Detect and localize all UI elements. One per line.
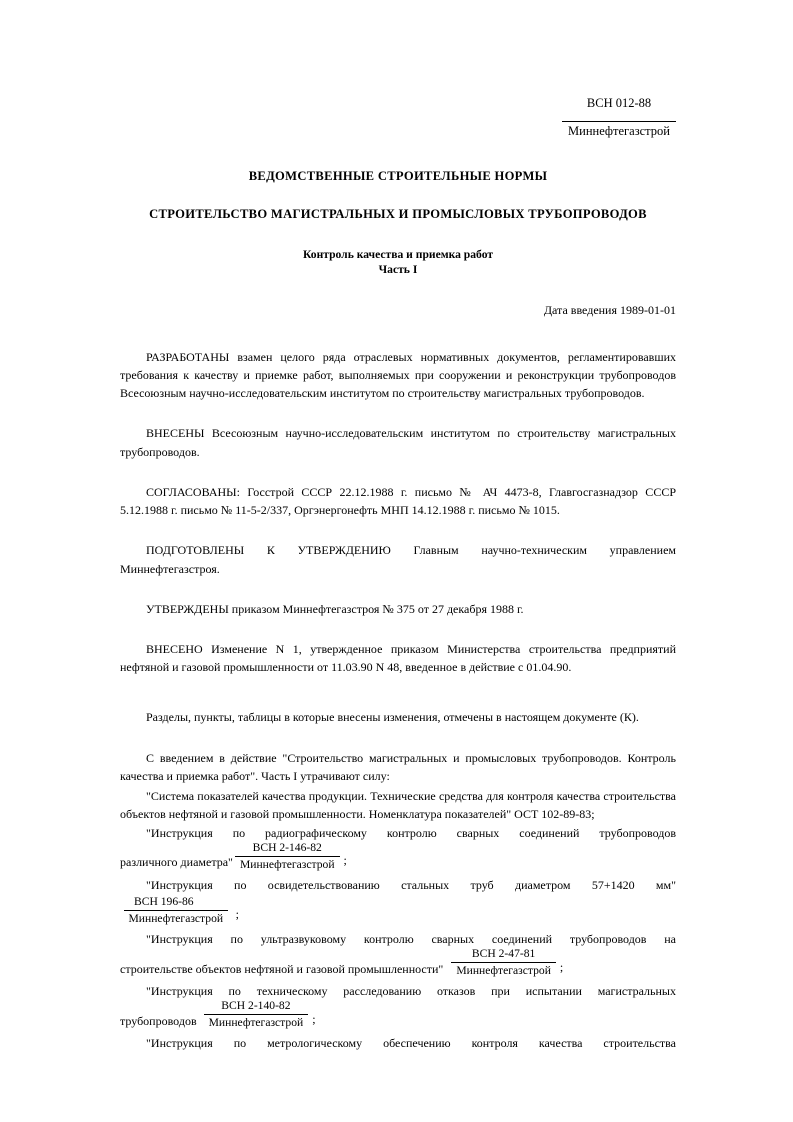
superseded-item-5-denominator: Миннефтегазстрой	[204, 1014, 309, 1030]
page-part-title-line2: Часть I	[378, 262, 418, 276]
superseded-item-4-fraction	[451, 947, 556, 978]
page-subtitle: СТРОИТЕЛЬСТВО МАГИСТРАЛЬНЫХ И ПРОМЫСЛОВЫХ ТРУБОПРОВОДОВ	[149, 206, 647, 221]
document-code-numerator: ВСН 012-88	[586, 96, 652, 110]
paragraph-vneseny: ВНЕСЕНЫ Всесоюзным научно-исследовательским институтом по строительству магистральных трубопроводов.	[120, 426, 676, 459]
paragraph-podgotovleny: ПОДГОТОВЛЕНЫ К УТВЕРЖДЕНИЮ Главным научно-техническим управлением Миннефтегазстроя.	[120, 543, 676, 576]
superseded-item-4-lead: "Инструкция по ультразвуковому контролю сварных соединений трубопроводов на	[146, 931, 676, 946]
superseded-item-5-lead: "Инструкция по техническому расследованию отказов при испытании магистральных	[146, 983, 676, 998]
superseded-item-3-denominator: Миннефтегазстрой	[124, 910, 229, 926]
superseded-item-6-lead: "Инструкция по метрологическому обеспечению контроля качества строительства	[146, 1035, 676, 1050]
superseded-item-4-tail: строительстве объектов нефтяной и газовой промышленности"	[120, 961, 444, 976]
superseded-item-3-semicolon: ;	[235, 907, 239, 922]
superseded-item-3	[120, 876, 676, 926]
superseded-item-2-denominator: Миннефтегазстрой	[235, 856, 340, 872]
superseded-item-3-lead: "Инструкция по освидетельствованию стальных труб диаметром 57+1420 мм"	[146, 877, 676, 892]
superseded-item-1: "Система показателей качества продукции. Технические средства для контроля качества строительства объектов нефтяной и газовой промышленности. Номенклатура показателей" ОСТ 102-89-83;	[120, 789, 676, 822]
page-part-title	[120, 247, 676, 277]
superseded-item-5	[120, 982, 676, 1030]
superseded-item-2-tail-row	[120, 841, 676, 872]
superseded-item-4-tail-row	[120, 947, 676, 978]
superseded-item-5-tail-row	[120, 999, 676, 1030]
superseded-item-2-fraction	[235, 841, 340, 872]
superseded-item-4	[120, 930, 676, 978]
page-title: ВЕДОМСТВЕННЫЕ СТРОИТЕЛЬНЫЕ НОРМЫ	[248, 168, 548, 183]
page-part-title-line1: Контроль качества и приемка работ	[302, 247, 494, 261]
superseded-item-5-numerator: ВСН 2-140-82	[221, 998, 291, 1012]
superseded-item-5-fraction	[204, 999, 309, 1030]
document-code-denominator: Миннефтегазстрой	[562, 121, 676, 139]
paragraph-utverzhdeny: УТВЕРЖДЕНЫ приказом Миннефтегазстроя № 375 от 27 декабря 1988 г.	[146, 601, 524, 616]
superseded-item-6	[120, 1034, 676, 1052]
title-block	[120, 169, 676, 277]
superseded-item-2-lead: "Инструкция по радиографическому контролю сварных соединений трубопроводов	[146, 825, 676, 840]
superseded-item-2-semicolon: ;	[343, 853, 347, 868]
document-content	[120, 0, 676, 1052]
superseded-item-5-semicolon: ;	[312, 1011, 316, 1026]
superseded-item-3-numerator: ВСН 196-86	[134, 894, 194, 908]
superseded-item-5-tail: трубопроводов	[120, 1013, 197, 1028]
paragraph-vneseno: ВНЕСЕНО Изменение N 1, утвержденное приказом Министерства строительства предприятий нефтяной и газовой промышленности от 11.03.90 N 48, введенное в действие с 01.04.90.	[120, 641, 676, 675]
paragraph-razdely: Разделы, пункты, таблицы в которые внесены изменения, отмечены в настоящем документе (К).	[146, 710, 639, 725]
superseded-item-2-tail: различного диаметра"	[120, 855, 233, 870]
document-code-header	[120, 96, 676, 139]
superseded-item-3-tail-row	[120, 895, 676, 926]
superseded-item-2	[120, 824, 676, 872]
superseded-item-4-semicolon: ;	[559, 959, 564, 974]
superseded-item-4-numerator: ВСН 2-47-81	[471, 946, 536, 960]
superseded-item-2-numerator: ВСН 2-146-82	[252, 840, 322, 854]
superseded-item-4-denominator: Миннефтегазстрой	[451, 962, 556, 978]
introduction-date: Дата введения 1989-01-01	[543, 302, 676, 317]
paragraph-razrabotany: РАЗРАБОТАНЫ взамен целого ряда отраслевых нормативных документов, регламентировавших требования к качеству и приемке работ, выполняемых при сооружении и реконструкции трубопроводов Всесоюзным научно-исследовательским институтом по строительству магистральных трубопроводов.	[120, 349, 676, 401]
paragraph-soglasovany: СОГЛАСОВАНЫ: Госстрой СССР 22.12.1988 г. письмо № АЧ 4473-8, Главгосгазнадзор СССР 5.12.1988 г. письмо № 11-5-2/337, Оргэнергонефть МНП 14.12.1988 г. письмо № 1015.	[120, 484, 676, 518]
document-code-fraction	[562, 96, 676, 139]
superseded-item-3-fraction	[120, 895, 232, 926]
paragraph-s-vvedeniem: С введением в действие "Строительство магистральных и промысловых трубопроводов. Контроль качества и приемка работ". Часть I утрачивают силу:	[120, 750, 676, 783]
